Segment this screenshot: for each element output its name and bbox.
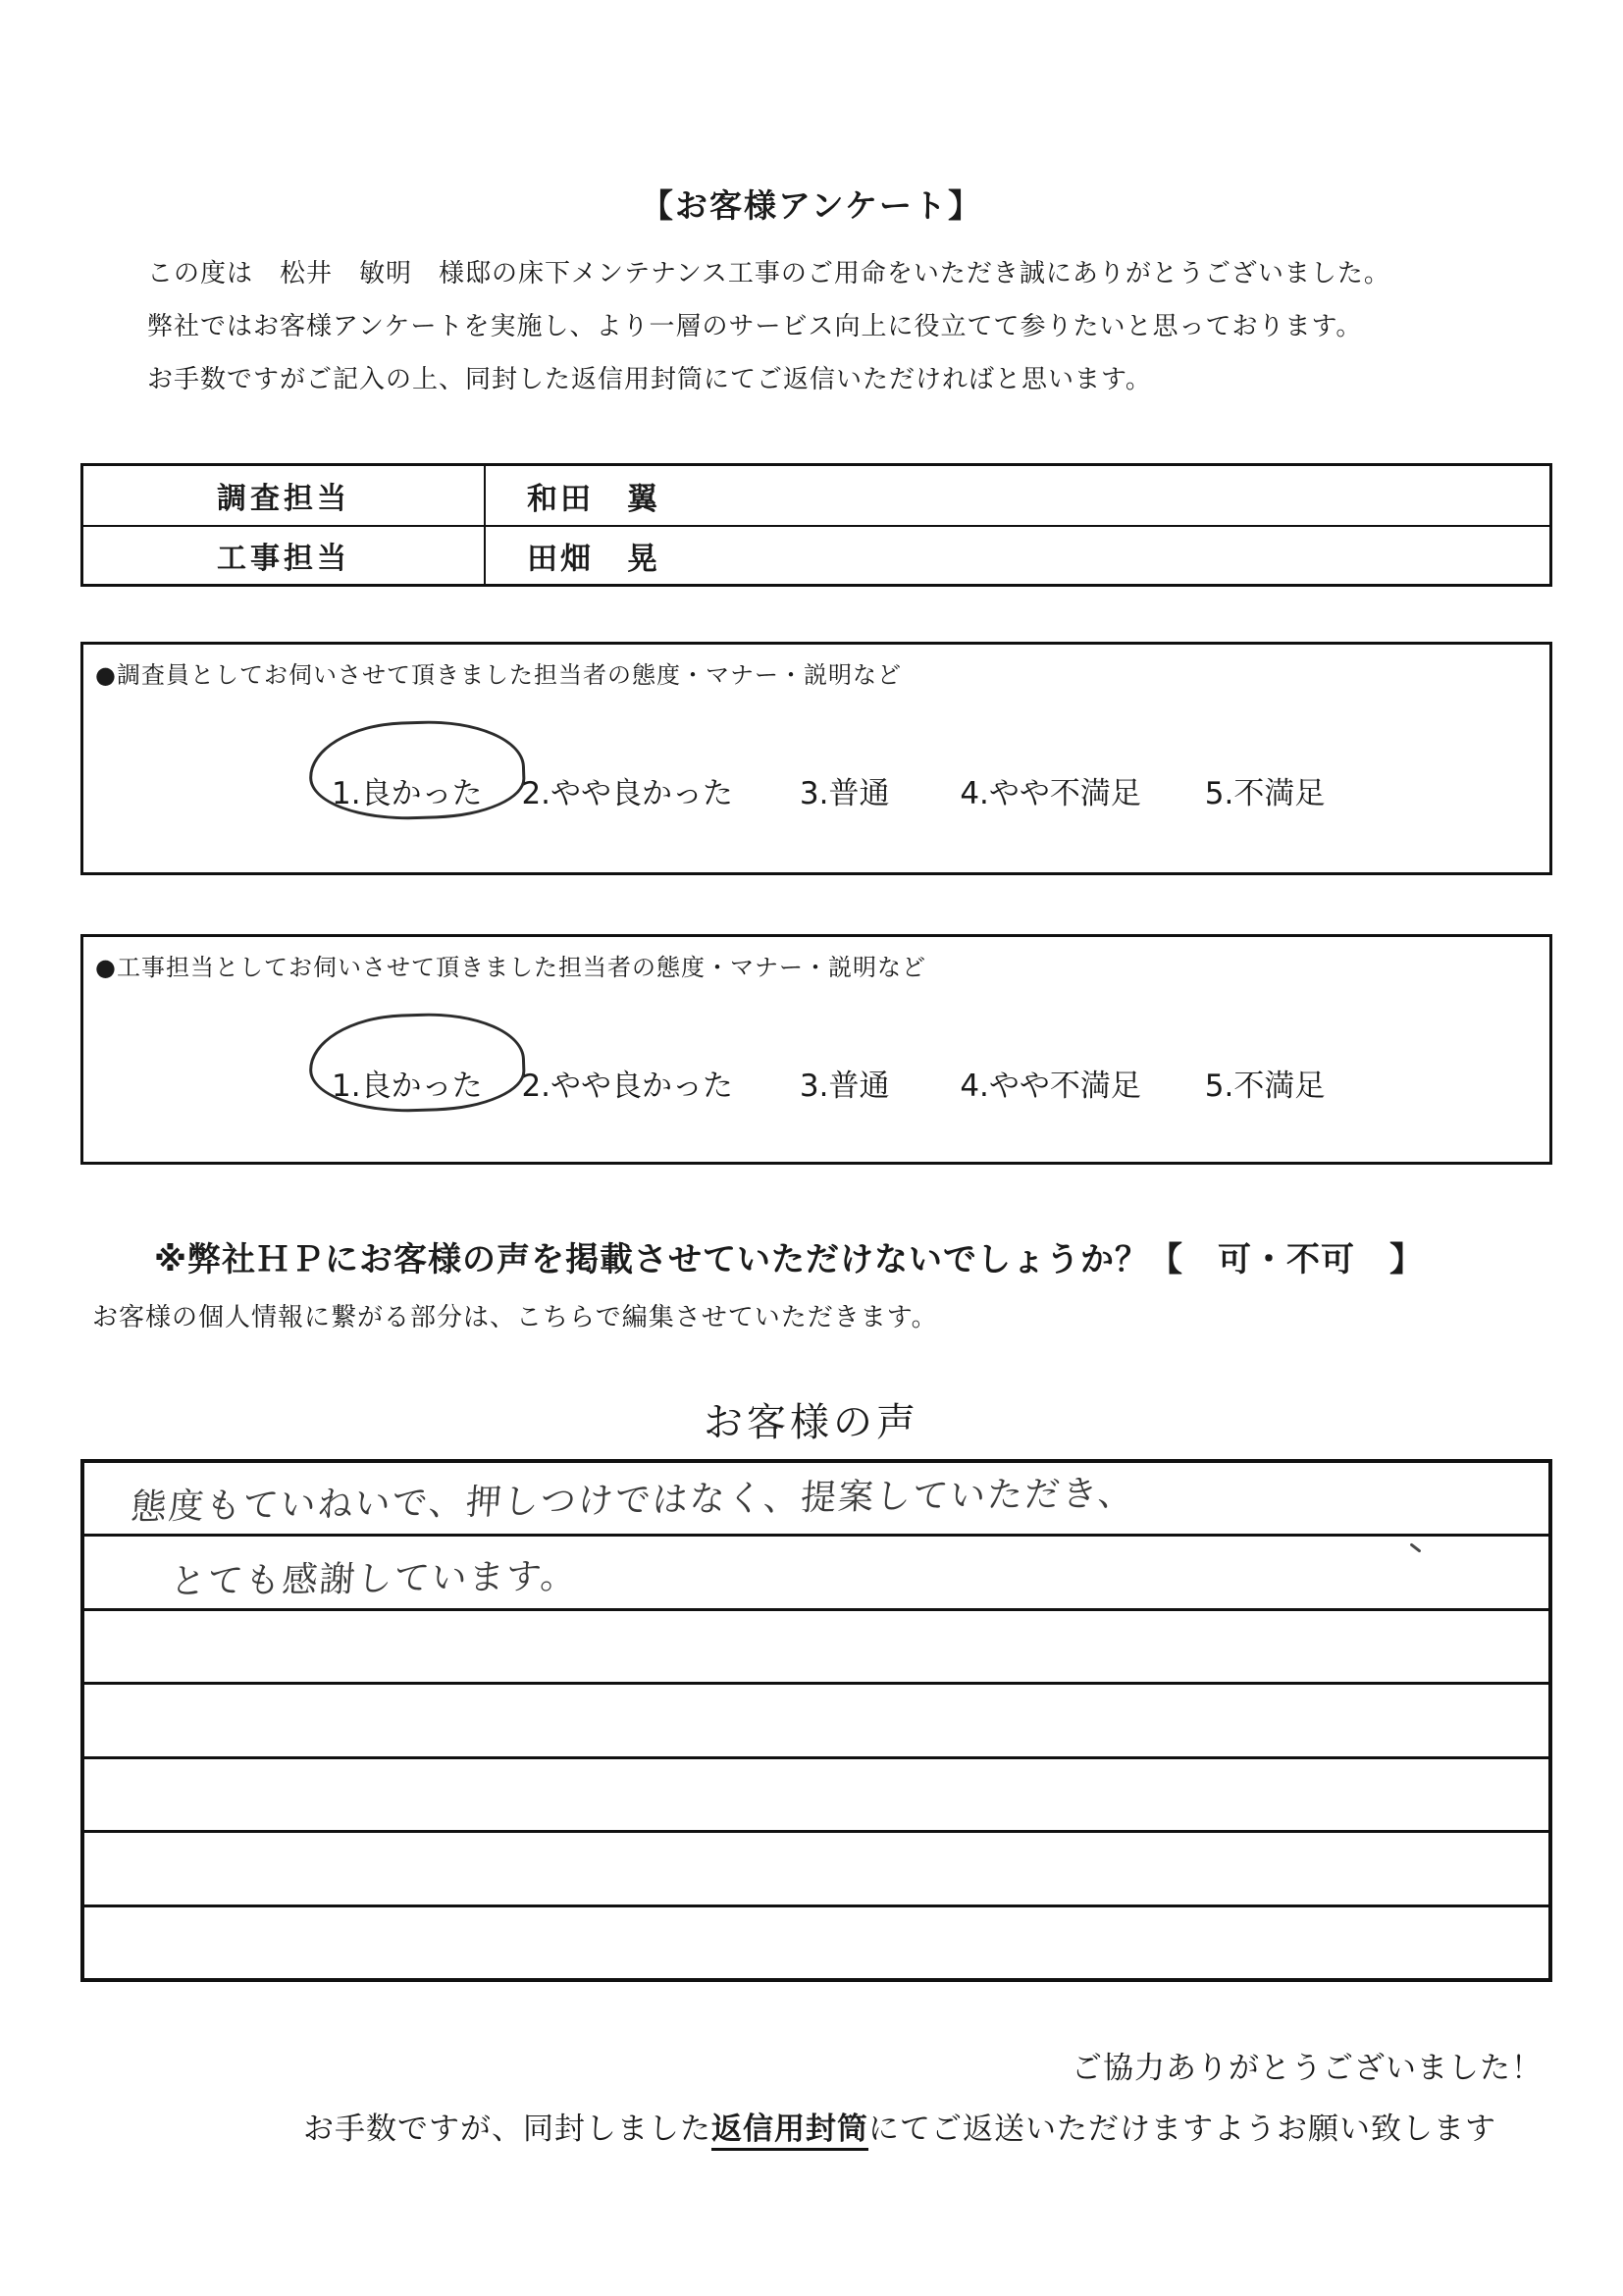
construction-staff-name: 田畑 晃	[527, 541, 660, 577]
voice-empty-row	[84, 1682, 1548, 1755]
survey-question: ●調査員としてお伺いさせて頂きました担当者の態度・マナー・説明など	[95, 661, 902, 689]
survey-staff-label: 調査担当	[83, 466, 486, 525]
reply-envelope-underlined: 返信用封筒	[711, 2112, 868, 2151]
intro-paragraph	[147, 247, 1390, 406]
intro-line-3: お手数ですがご記入の上、同封した返信用封筒にてご返信いただければと思います。	[147, 365, 1152, 394]
survey-section-inspector	[80, 642, 1552, 875]
voice-heading: お客様の声	[704, 1400, 919, 1445]
construction-staff-label: 工事担当	[83, 527, 486, 584]
survey-question: ●工事担当としてお伺いさせて頂きました担当者の態度・マナー・説明など	[95, 954, 926, 981]
voice-row	[84, 1463, 1548, 1534]
intro-line-1: この度は 松井 敏明 様邸の床下メンテナンス工事のご用命をいただき誠にありがとうございました。	[147, 259, 1390, 288]
rating-options	[332, 1061, 1325, 1105]
staff-table	[80, 463, 1552, 587]
table-row	[83, 466, 1549, 525]
table-row	[83, 525, 1549, 584]
option-normal: 3.普通	[799, 776, 890, 811]
footer-closing	[303, 2104, 1496, 2148]
option-somewhat-good: 2.やや良かった	[521, 776, 734, 811]
stray-pen-mark	[1409, 1543, 1421, 1553]
option-good: 1.良かった	[332, 776, 483, 811]
option-good: 1.良かった	[332, 1069, 483, 1104]
option-normal: 3.普通	[799, 1069, 890, 1104]
voice-empty-row	[84, 1905, 1548, 1978]
option-somewhat-dissatisfied: 4.やや不満足	[960, 1069, 1141, 1104]
closing-prefix: お手数ですが、同封しました	[303, 2112, 711, 2147]
survey-section-constructor	[80, 934, 1552, 1165]
survey-staff-name: 和田 翼	[527, 481, 660, 517]
handwritten-comment-line-2: とても感謝しています。	[169, 1555, 580, 1602]
customer-voice-box	[80, 1459, 1552, 1982]
hp-permission-question: ※弊社ＨＰにお客様の声を掲載させていただけないでしょうか？【 可・不可 】	[154, 1240, 1425, 1279]
option-somewhat-good: 2.やや良かった	[521, 1069, 734, 1104]
option-dissatisfied: 5.不満足	[1204, 776, 1326, 811]
voice-row	[84, 1534, 1548, 1607]
page-title: 【お客様アンケート】	[640, 186, 983, 225]
option-dissatisfied: 5.不満足	[1204, 1069, 1326, 1104]
option-somewhat-dissatisfied: 4.やや不満足	[960, 776, 1141, 811]
hp-permission-note: お客様の個人情報に繋がる部分は、こちらで編集させていただきます。	[92, 1303, 938, 1332]
rating-options	[332, 768, 1325, 812]
closing-suffix: にてご返送いただけますようお願い致します	[868, 2112, 1496, 2147]
voice-empty-row	[84, 1830, 1548, 1904]
footer-thanks: ご協力ありがとうございました！	[1072, 2051, 1543, 2086]
handwritten-comment-line-1: 態度もていねいで、押しつけではなく、提案していただき、	[130, 1474, 1137, 1529]
voice-empty-row	[84, 1608, 1548, 1682]
voice-empty-row	[84, 1756, 1548, 1830]
intro-line-2: 弊社ではお客様アンケートを実施し、より一層のサービス向上に役立てて参りたいと思っております。	[147, 312, 1363, 341]
